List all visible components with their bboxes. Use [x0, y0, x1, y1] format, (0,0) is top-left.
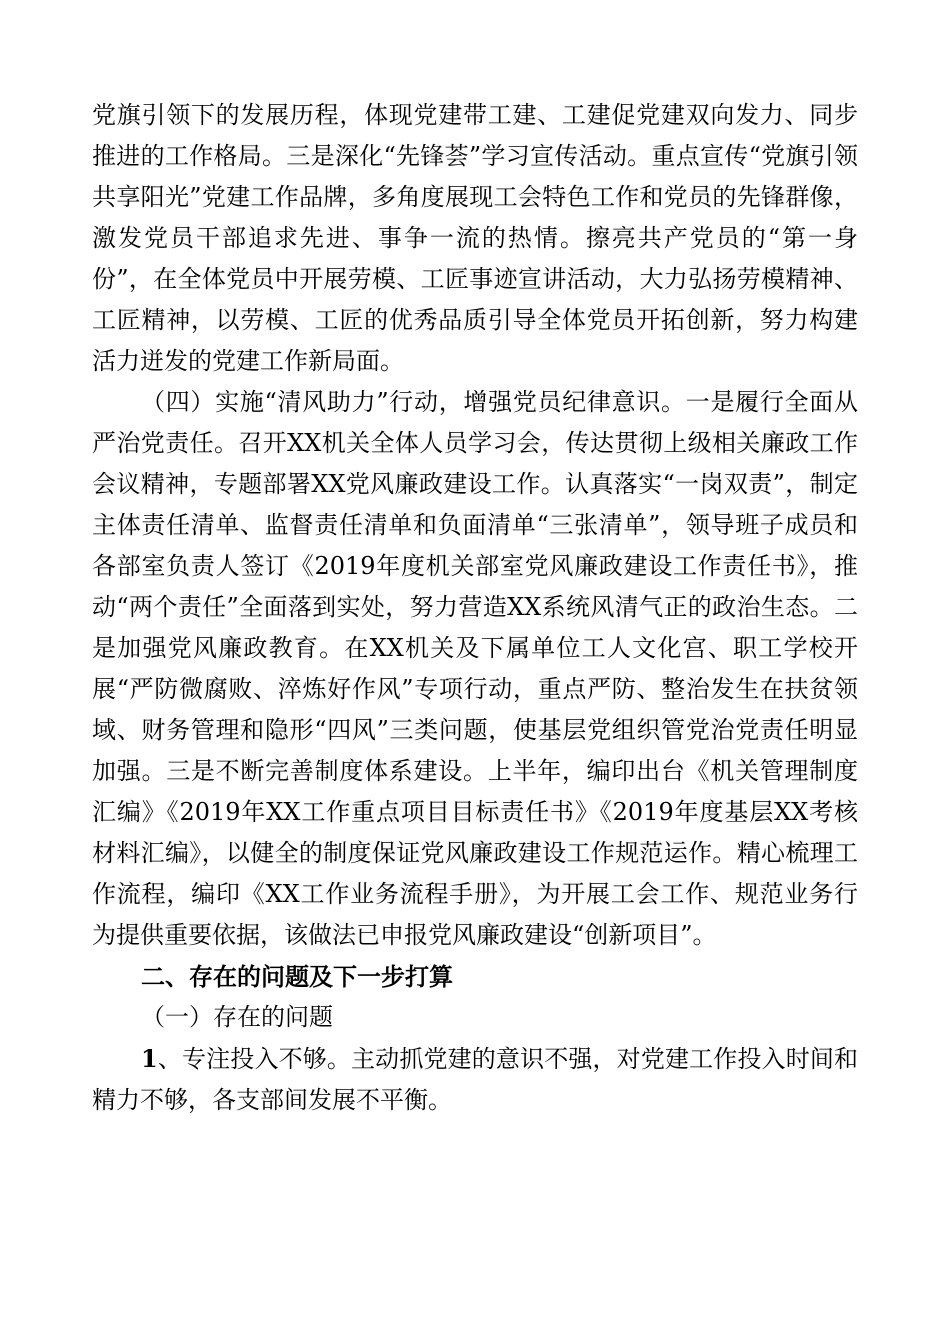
paragraph-continuation: 党旗引领下的发展历程，体现党建带工建、工建促党建双向发力、同步推进的工作格局。三是深化“先锋荟”学习宣传活动。重点宣传“党旗引领 共享阳光”党建工作品牌，多角度展现工会特色工作和党员的先锋群像，激发党员干部追求先进、事争一流的热情。擦亮共产党员的“第一身份”，在全体党员中开展劳模、工匠事迹宣讲活动，大力弘扬劳模精神、工匠精神，以劳模、工匠的优秀品质引导全体党员开拓创新，努力构建活力迸发的党建工作新局面。	[92, 101, 882, 375]
paragraph-section-four: （四）实施“清风助力”行动，增强党员纪律意识。一是履行全面从严治党责任。召开XX机关全体人员学习会，传达贯彻上级相关廉政工作会议精神，专题部署XX党风廉政建设工作。认真落实“一岗双责”，制定主体责任清单、监督责任清单和负面清单“三张清单”，领导班子成员和各部室负责人签订《2019年度机关部室党风廉政建设工作责任书》，推动“两个责任”全面落到实处，努力营造XX系统风清气正的政治生态。二是加强党风廉政教育。在XX机关及下属单位工人文化宫、职工学校开展“严防微腐败、淬炼好作风”专项行动，重点严防、整治发生在扶贫领域、财务管理和隐形“四风”三类问题，使基层党组织管党治党责任明显加强。三是不断完善制度体系建设。上半年，编印出台《机关管理制度汇编》《2019年XX工作重点项目目标责任书》《2019年度基层XX考核材料汇编》，以健全的制度保证党风廉政建设工作规范运作。精心梳理工作流程，编印《XX工作业务流程手册》，为开展工会工作、规范业务行为提供重要依据，该做法已申报党风廉政建设“创新项目”。	[92, 388, 858, 949]
document-body	[92, 95, 882, 1121]
subsection-heading-existing-problems: （一）存在的问题	[141, 1003, 333, 1031]
section-heading-problems: 二、存在的问题及下一步打算	[141, 962, 453, 991]
list-number: 1	[141, 1044, 158, 1073]
paragraph-problem-one-text: 、专注投入不够。主动抓党建的意识不强，对党建工作投入时间和精力不够，各支部间发展不平衡。	[92, 1045, 858, 1114]
paragraph-problem-one	[92, 1038, 858, 1121]
